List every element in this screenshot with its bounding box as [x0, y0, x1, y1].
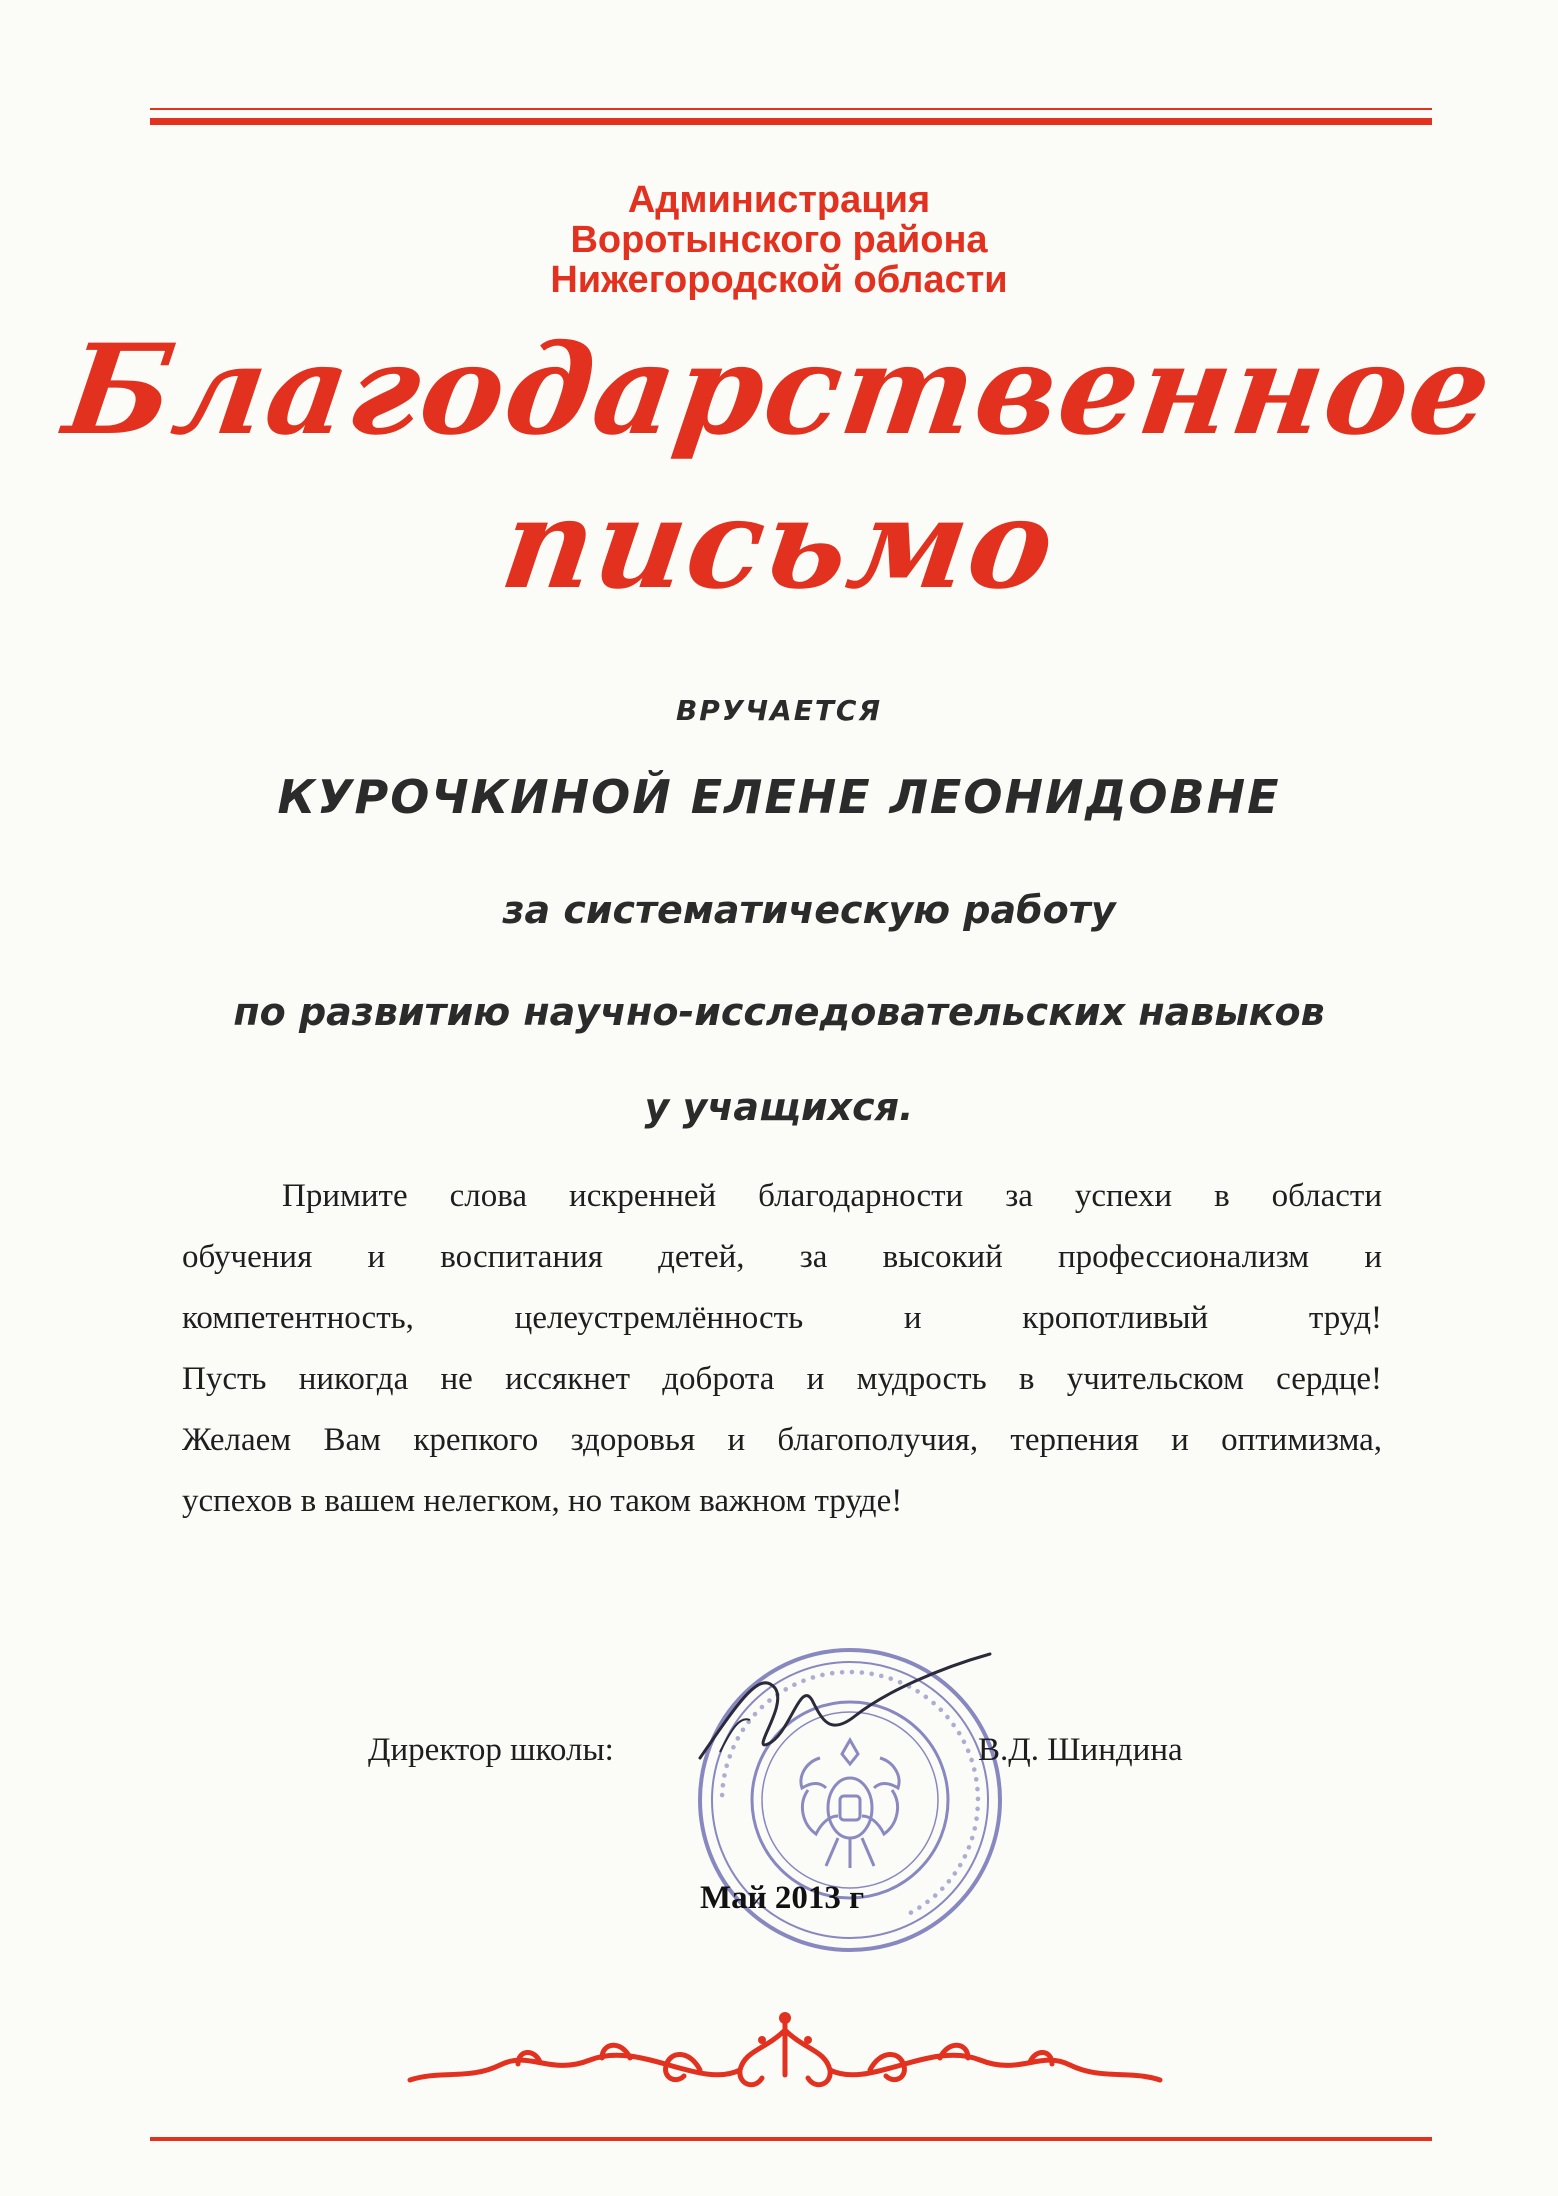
body-line-5: Желаем Вам крепкого здоровья и благополучия, терпения и оптимизма,	[182, 1422, 1382, 1458]
document-title-line-2: письмо	[493, 472, 1065, 617]
issue-date: Май 2013 г	[700, 1880, 865, 1916]
issuer-header	[0, 180, 1558, 300]
bottom-border-rule	[150, 2137, 1432, 2145]
issuer-line-1: Администрация	[627, 179, 931, 221]
presented-label: ВРУЧАЕТСЯ	[675, 694, 883, 727]
reason-line-2: по развитию научно-исследовательских навыков	[233, 990, 1325, 1034]
reason-line-3: у учащихся.	[644, 1085, 914, 1129]
body-line-2: обучения и воспитания детей, за высокий профессионализм и	[182, 1239, 1382, 1275]
issuer-line-2: Воротынского района	[570, 219, 988, 261]
body-line-4: Пусть никогда не иссякнет доброта и мудрость в учительском сердце!	[182, 1361, 1382, 1397]
handwritten-signature	[680, 1640, 1010, 1770]
body-paragraph	[182, 1166, 1382, 1532]
body-line-1: Примите слова искренней благодарности за успехи в области	[282, 1178, 1382, 1214]
reason-line-1: за систематическую работу	[502, 888, 1116, 932]
body-line-3: компетентность, целеустремлённость и кропотливый труд!	[182, 1300, 1382, 1336]
svg-text:••••••••••••••••••••••••••••••: •••••••••••••••••••••••••••••••••••••••••••••••••••••••	[712, 1662, 988, 1923]
issuer-line-3: Нижегородской области	[550, 259, 1008, 301]
top-border-rule	[150, 108, 1432, 130]
body-line-6: успехов в вашем нелегком, но таком важном труде!	[182, 1483, 903, 1519]
signatory-title: Директор школы:	[368, 1732, 614, 1768]
decorative-ornament	[400, 2010, 1170, 2100]
signatory-name: В.Д. Шиндина	[978, 1732, 1183, 1768]
document-title-line-1: Благодарственное	[56, 318, 1502, 463]
recipient-name: КУРОЧКИНОЙ ЕЛЕНЕ ЛЕОНИДОВНЕ	[277, 770, 1281, 824]
